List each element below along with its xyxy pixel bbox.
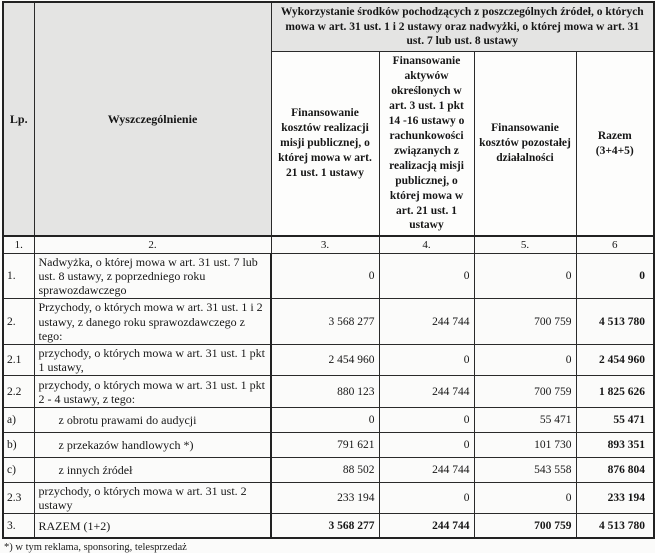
- row-number: 2.: [3, 299, 34, 344]
- col-number-2: 2.: [34, 236, 271, 253]
- table-row-grand-total: [3, 514, 654, 538]
- value-assets: 0: [379, 483, 474, 514]
- financing-sources-table: [2, 1, 655, 539]
- value-assets: 244 744: [379, 299, 474, 344]
- value-mission: 3 568 277: [271, 514, 379, 538]
- value-other: 101 730: [474, 433, 576, 458]
- row-description: z innych źródeł: [34, 458, 271, 483]
- value-mission: 791 621: [271, 433, 379, 458]
- value-assets: 244 744: [379, 376, 474, 408]
- row-description: przychody, o których mowa w art. 31 ust. 1 pkt 1 ustawy,: [34, 344, 271, 375]
- col-number-5: 5.: [474, 236, 576, 253]
- col-number-4: 4.: [379, 236, 474, 253]
- table-row: [3, 483, 654, 514]
- value-total: 0: [576, 253, 654, 298]
- banner-header: Wykorzystanie środków pochodzących z poszczególnych źródeł, o których mowa w art. 31 ust. 1 i 2 ustawy oraz nadwyżki, o której mowa w art. 31 ust. 7 lub ust. 8 ustawy: [271, 2, 654, 52]
- footnote: *) w tym reklama, sponsoring, telesprzedaż: [4, 541, 187, 553]
- row-description: z przekazów handlowych *): [34, 433, 271, 458]
- value-mission: 233 194: [271, 483, 379, 514]
- value-total: 233 194: [576, 483, 654, 514]
- value-assets: 0: [379, 344, 474, 375]
- value-mission: 880 123: [271, 376, 379, 408]
- value-other: 0: [474, 344, 576, 375]
- value-other: 0: [474, 253, 576, 298]
- row-description: RAZEM (1+2): [34, 514, 271, 538]
- value-mission: 0: [271, 253, 379, 298]
- value-other: 700 759: [474, 376, 576, 408]
- row-description: Przychody, o których mowa w art. 31 ust. 1 i 2 ustawy, z danego roku sprawozdawczego z tego:: [34, 299, 271, 344]
- value-mission: 2 454 960: [271, 344, 379, 375]
- row-description: przychody, o których mowa w art. 31 ust. 1 pkt 2 - 4 ustawy, z tego:: [34, 376, 271, 408]
- row-number: 1.: [3, 253, 34, 298]
- value-other: 543 558: [474, 458, 576, 483]
- table-row: [3, 458, 654, 483]
- row-number: 2.1: [3, 344, 34, 375]
- value-mission: 3 568 277: [271, 299, 379, 344]
- value-total: 2 454 960: [576, 344, 654, 375]
- value-total: 55 471: [576, 408, 654, 433]
- table-row: [3, 376, 654, 408]
- column-header-total: Razem (3+4+5): [576, 52, 654, 237]
- column-header-assets: Finansowanie aktywów określonych w art. 3 ust. 1 pkt 14 -16 ustawy o rachunkowości związanych z realizacją misji publicznej, o której mowa w art. 21 ust. 1 ustawy: [379, 52, 474, 237]
- table-row: [3, 253, 654, 298]
- row-description: Nadwyżka, o której mowa w art. 31 ust. 7 lub ust. 8 ustawy, z poprzedniego roku sprawozdawczego: [34, 253, 271, 298]
- value-total: 893 351: [576, 433, 654, 458]
- row-number: a): [3, 408, 34, 433]
- value-assets: 0: [379, 253, 474, 298]
- value-assets: 244 744: [379, 458, 474, 483]
- value-total: 876 804: [576, 458, 654, 483]
- value-assets: 0: [379, 433, 474, 458]
- column-numbering-row: [3, 236, 654, 253]
- value-other: 55 471: [474, 408, 576, 433]
- column-header-item: Wyszczególnienie: [34, 2, 271, 236]
- value-other: 700 759: [474, 514, 576, 538]
- table-row: [3, 299, 654, 344]
- row-number: c): [3, 458, 34, 483]
- value-mission: 88 502: [271, 458, 379, 483]
- value-mission: 0: [271, 408, 379, 433]
- table-row: [3, 344, 654, 375]
- table-row: [3, 408, 654, 433]
- row-description: przychody, o których mowa w art. 31 ust. 2 ustawy: [34, 483, 271, 514]
- row-number: 2.2: [3, 376, 34, 408]
- column-header-other-activity: Finansowanie kosztów pozostałej działalności: [474, 52, 576, 237]
- col-number-6: 6: [576, 236, 654, 253]
- value-total: 4 513 780: [576, 514, 654, 538]
- value-other: 700 759: [474, 299, 576, 344]
- column-header-lp: Lp.: [3, 2, 34, 236]
- value-total: 4 513 780: [576, 299, 654, 344]
- column-header-mission-costs: Finansowanie kosztów realizacji misji publicznej, o której mowa w art. 21 ust. 1 ustawy: [271, 52, 379, 237]
- value-total: 1 825 626: [576, 376, 654, 408]
- value-other: 0: [474, 483, 576, 514]
- col-number-1: 1.: [3, 236, 34, 253]
- value-assets: 0: [379, 408, 474, 433]
- row-description: z obrotu prawami do audycji: [34, 408, 271, 433]
- row-number: b): [3, 433, 34, 458]
- value-assets: 244 744: [379, 514, 474, 538]
- row-number: 2.3: [3, 483, 34, 514]
- col-number-3: 3.: [271, 236, 379, 253]
- row-number: 3.: [3, 514, 34, 538]
- header-row-banner: [3, 2, 654, 52]
- table-row: [3, 433, 654, 458]
